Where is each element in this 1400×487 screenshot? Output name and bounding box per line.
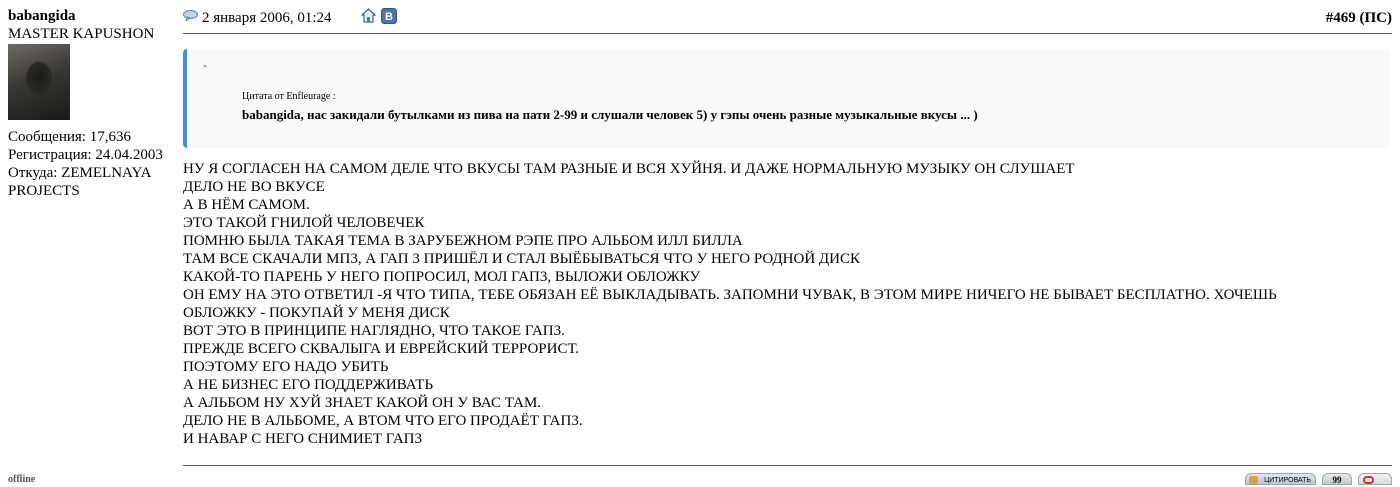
- post-line: А НЕ БИЗНЕС ЕГО ПОДДЕРЖИВАТЬ: [183, 377, 434, 393]
- post-line: ДЕЛО НЕ ВО ВКУСЕ: [183, 179, 325, 195]
- post-line: ПОЭТОМУ ЕГО НАДО УБИТЬ: [183, 359, 389, 375]
- user-registration-date: Регистрация: 24.04.2003: [8, 147, 163, 163]
- user-location: Откуда: ZEMELNAYA: [8, 165, 152, 181]
- post-line: И НАВАР С НЕГО СНИМИЕТ ГАП3: [183, 431, 422, 447]
- post-line: А В НЁМ САМОМ.: [183, 197, 310, 213]
- user-posts-count: Сообщения: 17,636: [8, 129, 131, 145]
- quote-dash: -: [203, 58, 207, 72]
- multiquote-label: 99: [1332, 475, 1342, 485]
- user-rank: MASTER KAPUSHON: [8, 26, 155, 42]
- quote-text: babangida, нас закидали бутылками из пива на пати 2-99 и слушали человек 5) у гэпы очень разные музыкальные вкусы ... ): [242, 107, 978, 122]
- post-header: [183, 8, 1392, 30]
- quote-block: [183, 49, 1390, 148]
- post-line: ТАМ ВСЕ СКАЧАЛИ МП3, А ГАП 3 ПРИШЁЛ И СТАЛ ВЫЁБЫВАТЬСЯ ЧТО У НЕГО РОДНОЙ ДИСК: [183, 251, 860, 267]
- header-divider: [183, 33, 1392, 34]
- post-line: ПОМНЮ БЫЛА ТАКАЯ ТЕМА В ЗАРУБЕЖНОМ РЭПЕ ПРО АЛЬБОМ ИЛЛ БИЛЛА: [183, 233, 743, 249]
- post-line: А АЛЬБОМ НУ ХУЙ ЗНАЕТ КАКОЙ ОН У ВАС ТАМ.: [183, 395, 542, 411]
- heart-icon: [1363, 476, 1374, 484]
- user-info: [8, 7, 178, 200]
- online-status: offline: [8, 474, 36, 485]
- post-icon: [183, 10, 198, 21]
- post-number-link[interactable]: #469 (ПС): [1325, 10, 1392, 26]
- home-icon[interactable]: [361, 8, 376, 23]
- thanks-button[interactable]: [1358, 473, 1392, 485]
- footer-divider: [183, 465, 1392, 466]
- post-line: ПРЕЖДЕ ВСЕГО СКВАЛЫГА И ЕВРЕЙСКИЙ ТЕРРОРИСТ.: [183, 341, 579, 357]
- post-date: 2 января 2006, 01:24: [202, 10, 332, 26]
- post-line: КАКОЙ-ТО ПАРЕНЬ У НЕГО ПОПРОСИЛ, МОЛ ГАП3, ВЫЛОЖИ ОБЛОЖКУ: [183, 269, 701, 285]
- user-location-cont: PROJECTS: [8, 183, 80, 199]
- post-line: ОН ЕМУ НА ЭТО ОТВЕТИЛ -Я ЧТО ТИПА, ТЕБЕ ОБЯЗАН ЕЁ ВЫКЛАДЫВАТЬ. ЗАПОМНИ ЧУВАК, В ЭТОМ МИРЕ НИЧЕГО НЕ БЫВАЕТ БЕСПЛАТНО. ХОЧЕШЬ: [183, 287, 1277, 303]
- quote-button[interactable]: [1245, 473, 1316, 485]
- quote-icon: [1249, 476, 1258, 484]
- post-line: ОБЛОЖКУ - ПОКУПАЙ У МЕНЯ ДИСК: [183, 305, 450, 321]
- quote-author: Цитата от Enfleurage :: [242, 91, 336, 102]
- post-line: ВОТ ЭТО В ПРИНЦИПЕ НАГЛЯДНО, ЧТО ТАКОЕ ГАП3.: [183, 323, 565, 339]
- multiquote-button[interactable]: [1322, 473, 1352, 485]
- post-line: ЭТО ТАКОЙ ГНИЛОЙ ЧЕЛОВЕЧЕК: [183, 215, 425, 231]
- quote-button-label: ЦИТИРОВАТЬ: [1264, 477, 1311, 484]
- post-body: [183, 160, 1383, 448]
- avatar[interactable]: [8, 44, 70, 120]
- username-link[interactable]: babangida: [8, 8, 76, 24]
- vk-letter: B: [385, 11, 393, 23]
- vk-icon[interactable]: [381, 8, 397, 24]
- post-line: ДЕЛО НЕ В АЛЬБОМЕ, А ВТОМ ЧТО ЕГО ПРОДАЁТ ГАП3.: [183, 413, 583, 429]
- post-line: НУ Я СОГЛАСЕН НА САМОМ ДЕЛЕ ЧТО ВКУСЫ ТАМ РАЗНЫЕ И ВСЯ ХУЙНЯ. И ДАЖЕ НОРМАЛЬНУЮ МУЗЫКУ ОН СЛУШАЕТ: [183, 161, 1075, 177]
